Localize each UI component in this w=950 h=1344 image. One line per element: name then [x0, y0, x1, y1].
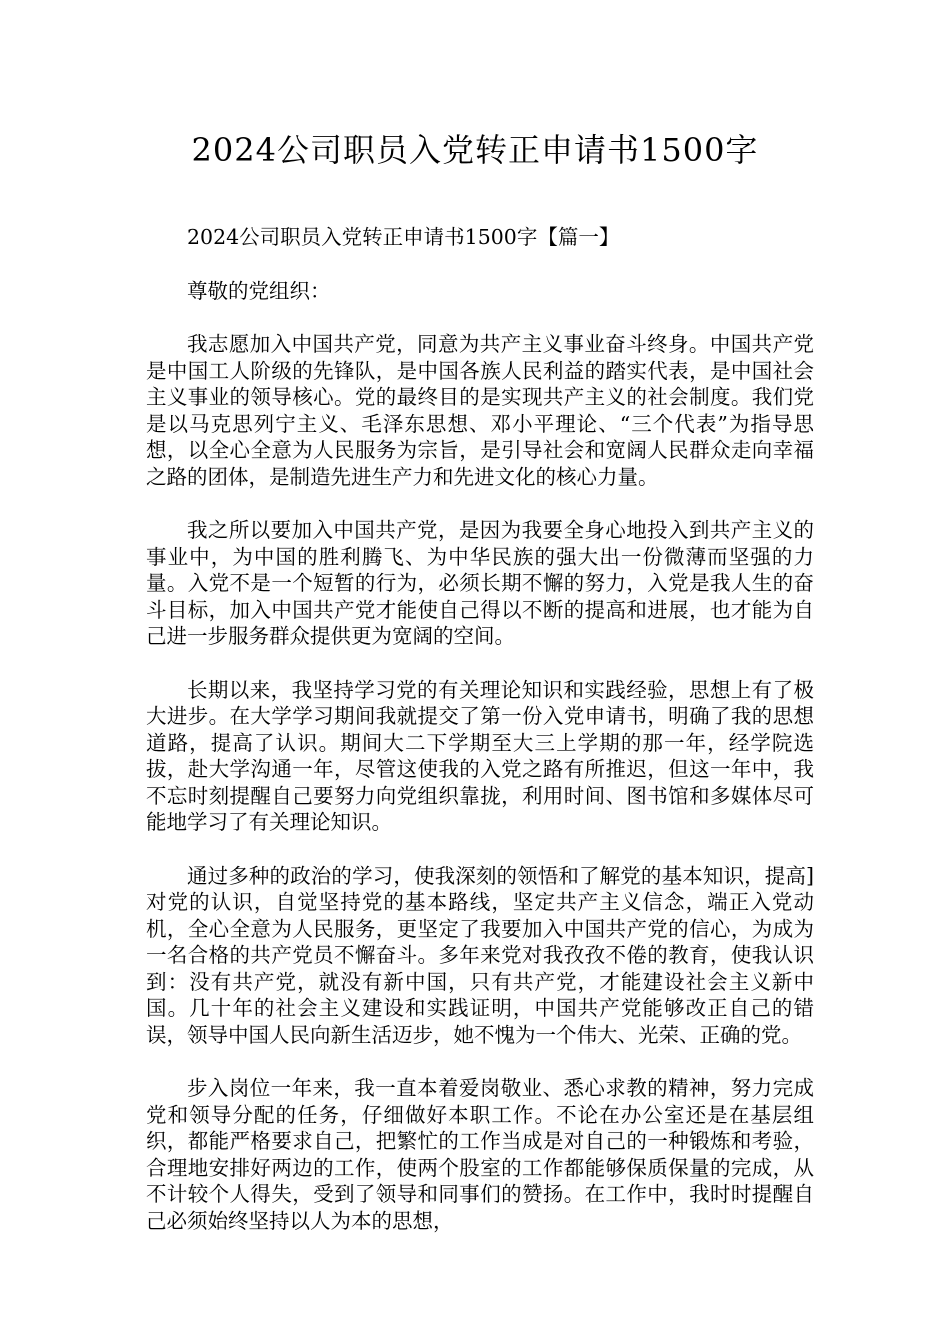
section-heading: 2024公司职员入党转正申请书1500字【篇一】 — [187, 225, 620, 249]
salutation: 尊敬的党组织： — [187, 278, 331, 303]
paragraph-2: 我之所以要加入中国共产党，是因为我要全身心地投入到共产主义的事业中，为中国的胜利腾飞、为中华民族的强大出一份微薄而坚强的力量。入党不是一个短暂的行为，必须长期不懈的努力，入党是我人生的奋斗目标，加入中国共产党才能使自己得以不断的提高和进展，也才能为自己进一步服务群众提供更为宽阔的空间。 — [146, 518, 814, 648]
paragraph-5: 步入岗位一年来，我一直本着爱岗敬业、悉心求教的精神，努力完成党和领导分配的任务，仔细做好本职工作。不论在办公室还是在基层组织，都能严格要求自己，把繁忙的工作当成是对自己的一种锻炼和考验，合理地安排好两边的工作，使两个股室的工作都能够保质保量的完成，从不计较个人得失，受到了领导和同事们的赞扬。在工作中，我时时提醒自己必须始终坚持以人为本的思想， — [146, 1076, 814, 1233]
document-body — [146, 224, 814, 1234]
document-title: 2024公司职员入党转正申请书1500字 — [191, 131, 759, 169]
paragraph-4: 通过多种的政治的学习，使我深刻的领悟和了解党的基本知识，提高]对党的认识，自觉坚持党的基本路线，坚定共产主义信念，端正入党动机，全心全意为人民服务，更坚定了我要加入中国共产党的信心，为成为一名合格的共产党员不懈奋斗。多年来党对我孜孜不倦的教育，使我认识到：没有共产党，就没有新中国，只有共产党，才能建设社会主义新中国。几十年的社会主义建设和实践证明，中国共产党能够改正自己的错误，领导中国人民向新生活迈步，她不愧为一个伟大、光荣、正确的党。 — [146, 863, 814, 1047]
paragraph-1: 我志愿加入中国共产党，同意为共产主义事业奋斗终身。中国共产党是中国工人阶级的先锋队，是中国各族人民利益的踏实代表，是中国社会主义事业的领导核心。党的最终目的是实现共产主义的社会制度。我们党是以马克思列宁主义、毛泽东思想、邓小平理论、“三个代表”为指导思想，以全心全意为人民服务为宗旨，是引导社会和宽阔人民群众走向幸福之路的团体，是制造先进生产力和先进文化的核心力量。 — [146, 332, 814, 489]
paragraph-3: 长期以来，我坚持学习党的有关理论知识和实践经验，思想上有了极大进步。在大学学习期间我就提交了第一份入党申请书，明确了我的思想道路，提高了认识。期间大二下学期至大三上学期的那一年，经学院选拔，赴大学沟通一年，尽管这使我的入党之路有所推迟，但这一年中，我不忘时刻提醒自己要努力向党组织靠拢，利用时间、图书馆和多媒体尽可能地学习了有关理论知识。 — [146, 677, 814, 834]
